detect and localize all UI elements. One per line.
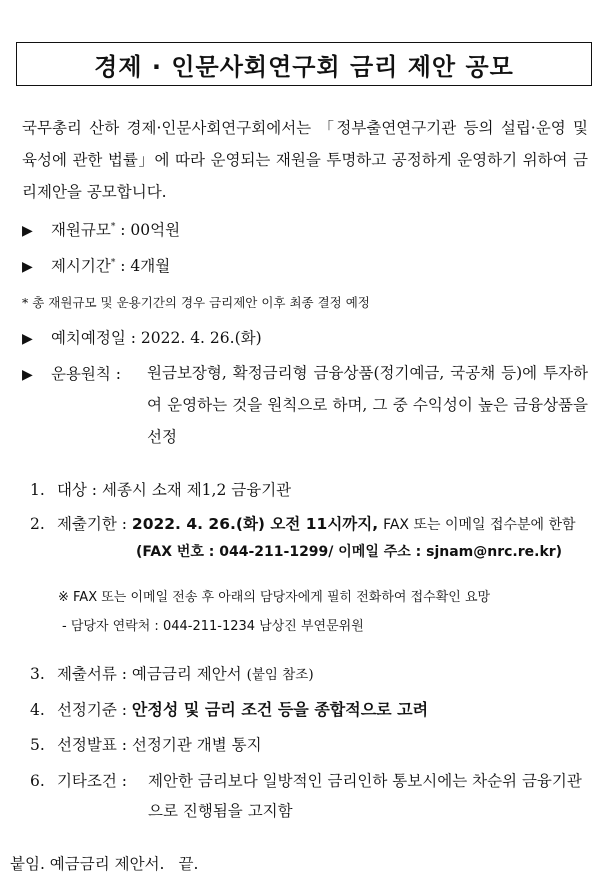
- operation-text: 원금보장형, 확정금리형 금융상품(정기예금, 국공채 등)에 투자하여 운영하는 것을 원칙으로 하며, 그 중 수익성이 높은 금융상품을 선정: [147, 364, 588, 446]
- period-label: 제시기간: [50, 257, 111, 275]
- item-documents: [30, 662, 314, 684]
- item-label: 제출서류 :: [56, 665, 127, 683]
- deadline-bold: 2022. 4. 26.(화) 오전 11시까지,: [131, 515, 379, 533]
- item-number: 2.: [30, 515, 45, 533]
- item-value: 선정기관 개별 통지: [131, 736, 262, 754]
- item-label: 대상 :: [56, 481, 98, 499]
- period-mark: *: [110, 257, 116, 268]
- item-criteria: [30, 697, 428, 720]
- item-label: 선정발표 :: [56, 736, 127, 754]
- attachment-line: [10, 852, 198, 874]
- page-title: 경제 · 인문사회연구회 금리 제안 공모: [16, 42, 592, 86]
- item-paren: (붙임 참조): [246, 667, 314, 683]
- operation-row: [22, 362, 121, 384]
- item-number: 6.: [30, 772, 45, 790]
- item-value: 안정성 및 금리 조건 등을 종합적으로 고려: [131, 700, 429, 719]
- period-value: : 4개월: [120, 257, 171, 275]
- item-value: 예금금리 제안서: [131, 665, 242, 683]
- period-row: [22, 254, 170, 276]
- item-number: 4.: [30, 701, 45, 719]
- attachment-end: 끝.: [178, 855, 199, 873]
- contact-note: - 담당자 연락처 : 044-211-1234 남상진 부연문위원: [62, 619, 364, 634]
- item-label: 선정기준 :: [56, 701, 127, 719]
- deposit-date-label: 예치예정일: [50, 329, 126, 347]
- item-number: 3.: [30, 665, 45, 683]
- deposit-date-row: [22, 326, 262, 348]
- deposit-date-value: : 2022. 4. 26.(화): [130, 329, 262, 347]
- item-label: 제출기한 :: [56, 515, 127, 533]
- triangle-bullet-icon: ▶: [22, 223, 33, 239]
- fund-size-mark: *: [110, 221, 116, 232]
- deadline-contact: (FAX 번호 : 044-211-1299/ 이메일 주소 : sjnam@nrc.re.kr): [136, 544, 563, 560]
- item-other-value: 제안한 금리보다 일방적인 금리인하 통보시에는 차순위 금융기관으로 진행됨을 고지함: [148, 772, 582, 820]
- fund-size-value: : 00억원: [120, 221, 181, 239]
- fund-size-row: [22, 218, 180, 240]
- triangle-bullet-icon: ▶: [22, 331, 33, 347]
- item-label: 기타조건 :: [56, 772, 127, 790]
- item-number: 1.: [30, 481, 45, 499]
- item-value: 세종시 소재 제1,2 금융기관: [101, 481, 292, 499]
- deadline-rest: FAX 또는 이메일 접수분에 한함: [383, 517, 576, 533]
- item-announce: [30, 733, 262, 755]
- item-number: 5.: [30, 736, 45, 754]
- footnote: * 총 재원규모 및 운용기간의 경우 금리제안 이후 최종 결정 예정: [22, 295, 370, 310]
- triangle-bullet-icon: ▶: [22, 367, 33, 383]
- intro-paragraph: 국무총리 산하 경제·인문사회연구회에서는 「정부출연연구기관 등의 설립·운영 및 육성에 관한 법률」에 따라 운영되는 재원을 투명하고 공정하게 운영하기 위하여 금리제안을 공모합니다.: [22, 119, 588, 201]
- item-deadline: [30, 512, 576, 534]
- notice-note: ※ FAX 또는 이메일 전송 후 아래의 담당자에게 필히 전화하여 접수확인 요망: [58, 590, 491, 605]
- item-target: [30, 478, 291, 500]
- operation-label: 운용원칙 :: [50, 365, 121, 383]
- triangle-bullet-icon: ▶: [22, 259, 33, 275]
- item-other: [30, 769, 127, 791]
- fund-size-label: 재원규모: [50, 221, 111, 239]
- attachment-text: 붙임. 예금금리 제안서.: [10, 855, 165, 873]
